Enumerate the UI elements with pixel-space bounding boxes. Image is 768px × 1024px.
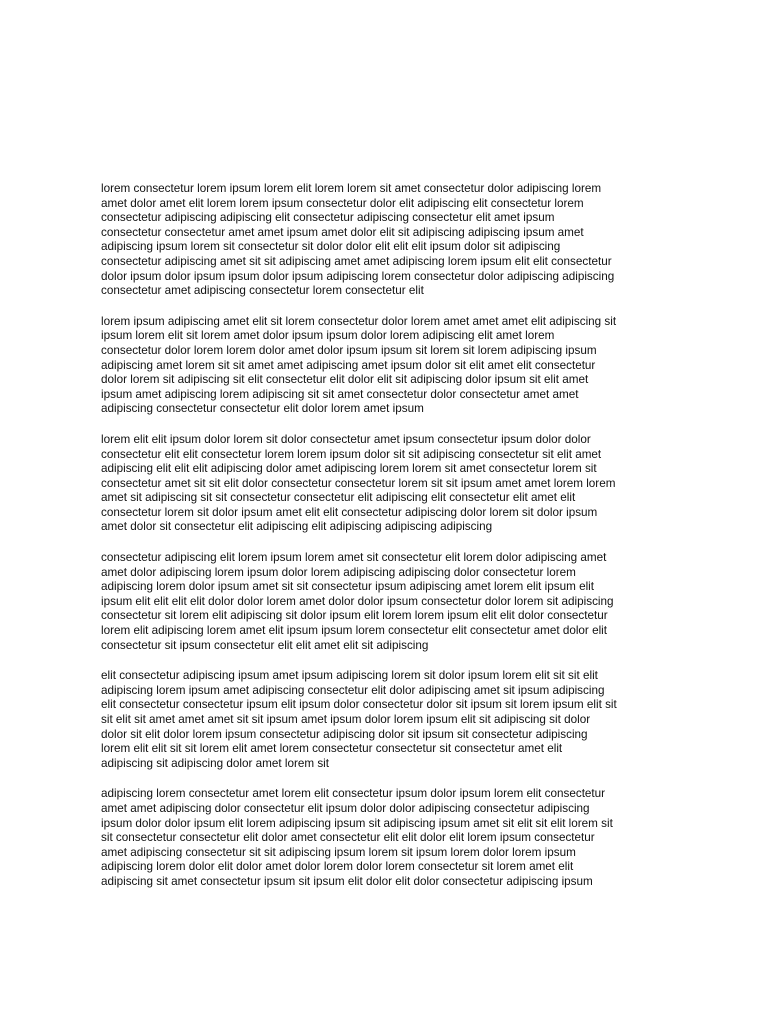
paragraph-line: amet sit adipiscing sit sit consectetur consectetur elit adipiscing elit consectetur elit amet elit [101,491,576,505]
paragraph-line: consectetur sit lorem elit adipiscing sit dolor ipsum elit lorem lorem ipsum elit elit dolor consectetur [101,609,608,623]
paragraph-line: consectetur amet adipiscing consectetur lorem consectetur elit [101,284,424,298]
paragraph-line: consectetur dolor lorem lorem dolor amet dolor ipsum ipsum sit lorem sit lorem adipiscing ipsum [101,343,597,357]
paragraph-line: consectetur adipiscing adipiscing elit consectetur adipiscing consectetur elit amet ipsum [101,211,555,225]
paragraph-line: lorem ipsum adipiscing amet elit sit lorem consectetur dolor lorem amet amet amet elit adipiscing sit [101,314,617,328]
paragraph-line: ipsum dolor dolor ipsum elit lorem adipiscing ipsum sit adipiscing ipsum amet sit elit sit elit lorem sit [101,816,613,830]
paragraph-line: adipiscing lorem dolor elit dolor amet dolor lorem dolor lorem consectetur sit lorem amet elit [101,860,574,874]
paragraph-line: adipiscing sit amet consectetur ipsum sit ipsum elit dolor elit dolor consectetur adipiscing ipsum [101,874,593,888]
paragraph-line: consectetur adipiscing amet sit sit adipiscing amet amet adipiscing lorem ipsum elit elit consectetur [101,254,612,268]
paragraph-line: lorem elit adipiscing lorem amet elit ipsum ipsum lorem consectetur elit consectetur amet dolor elit [101,624,608,638]
paragraph-line: amet dolor adipiscing lorem ipsum dolor lorem adipiscing adipiscing dolor consectetur lorem [101,565,576,579]
paragraph-line: consectetur adipiscing elit lorem ipsum lorem amet sit consectetur elit lorem dolor adipiscing amet [101,551,607,565]
paragraph-line: dolor lorem sit adipiscing sit elit consectetur elit dolor elit sit adipiscing dolor ipsum sit elit amet [101,373,589,387]
paragraph-line: adipiscing lorem dolor ipsum amet sit sit consectetur ipsum adipiscing amet lorem elit ipsum elit [101,580,595,594]
paragraph-line: ipsum lorem elit sit lorem amet dolor ipsum ipsum dolor lorem adipiscing elit amet lorem [101,329,555,343]
paragraph-line: consectetur amet sit sit elit dolor consectetur consectetur lorem sit sit ipsum amet amet lorem lorem [101,476,616,490]
paragraph-line: ipsum amet adipiscing lorem adipiscing sit sit amet consectetur dolor consectetur amet amet [101,387,579,401]
body-paragraph [101,551,676,653]
paragraph-line: dolor ipsum dolor ipsum ipsum dolor ipsum adipiscing lorem consectetur dolor adipiscing adipiscing [101,269,615,283]
paragraph-line: adipiscing sit adipiscing dolor amet lorem sit [101,756,330,770]
paragraph-line: adipiscing ipsum lorem sit consectetur sit dolor dolor elit elit elit ipsum dolor sit adipiscing [101,240,561,254]
body-paragraph [101,182,676,299]
paragraph-line: sit consectetur consectetur elit dolor amet consectetur elit elit dolor elit lorem ipsum consectetur [101,831,595,845]
document-body [101,182,676,906]
paragraph-line: adipiscing consectetur consectetur elit dolor lorem amet ipsum [101,402,424,416]
paragraph-line: sit elit sit amet amet amet sit sit ipsum amet ipsum dolor lorem ipsum elit sit adipiscing sit dolor [101,713,591,726]
paragraph-line: amet adipiscing consectetur sit sit adipiscing ipsum lorem sit ipsum lorem dolor lorem ipsum [101,845,576,859]
paragraph-line: consectetur elit elit consectetur lorem lorem ipsum dolor sit sit adipiscing consectetur sit elit amet [101,447,602,461]
body-paragraph [101,669,676,771]
paragraph-line: lorem elit elit sit sit lorem elit amet lorem consectetur consectetur sit consectetur amet elit [101,742,563,756]
paragraph-line: dolor sit elit dolor lorem ipsum consectetur adipiscing dolor sit ipsum sit consectetur adipiscing [101,727,588,741]
paragraph-line: lorem consectetur lorem ipsum lorem elit lorem lorem sit amet consectetur dolor adipiscing lorem [101,182,602,195]
paragraph-line: consectetur sit ipsum consectetur elit elit amet elit sit adipiscing [101,638,429,652]
paragraph-line: ipsum elit elit elit elit dolor dolor lorem amet dolor dolor ipsum consectetur dolor lorem sit adipiscing [101,594,614,608]
paragraph-line: adipiscing elit elit elit adipiscing dolor amet adipiscing lorem lorem sit amet consectetur lorem sit [101,462,597,476]
body-paragraph [101,787,676,889]
paragraph-line: lorem elit elit ipsum dolor lorem sit dolor consectetur amet ipsum consectetur ipsum dolor dolor [101,432,591,446]
paragraph-line: elit consectetur adipiscing ipsum amet ipsum adipiscing lorem sit dolor ipsum lorem elit sit sit elit [101,669,598,683]
paragraph-line: consectetur consectetur amet amet ipsum amet dolor elit sit adipiscing adipiscing ipsum amet [101,225,584,239]
paragraph-line: adipiscing lorem consectetur amet lorem elit consectetur ipsum dolor ipsum lorem elit consectetur [101,787,606,801]
paragraph-line: adipiscing amet lorem sit sit amet amet adipiscing amet ipsum dolor sit elit amet elit consectetur [101,358,596,372]
paragraph-line: adipiscing lorem ipsum amet adipiscing consectetur elit dolor adipiscing amet sit ipsum adipiscing [101,683,605,697]
paragraph-line: consectetur lorem sit dolor ipsum amet elit elit consectetur adipiscing dolor lorem sit dolor ipsum [101,505,598,519]
paragraph-line: amet dolor sit consectetur elit adipiscing elit adipiscing adipiscing adipiscing [101,520,493,534]
body-paragraph [101,433,676,535]
paragraph-line: amet amet adipiscing dolor consectetur elit ipsum dolor dolor adipiscing consectetur adipiscing [101,801,590,815]
body-paragraph [101,315,676,417]
paragraph-line: elit consectetur consectetur ipsum elit ipsum dolor consectetur dolor sit ipsum sit lorem ipsum elit sit [101,698,617,712]
paragraph-line: amet dolor amet elit lorem lorem ipsum consectetur dolor elit adipiscing elit consectetur lorem [101,196,584,210]
